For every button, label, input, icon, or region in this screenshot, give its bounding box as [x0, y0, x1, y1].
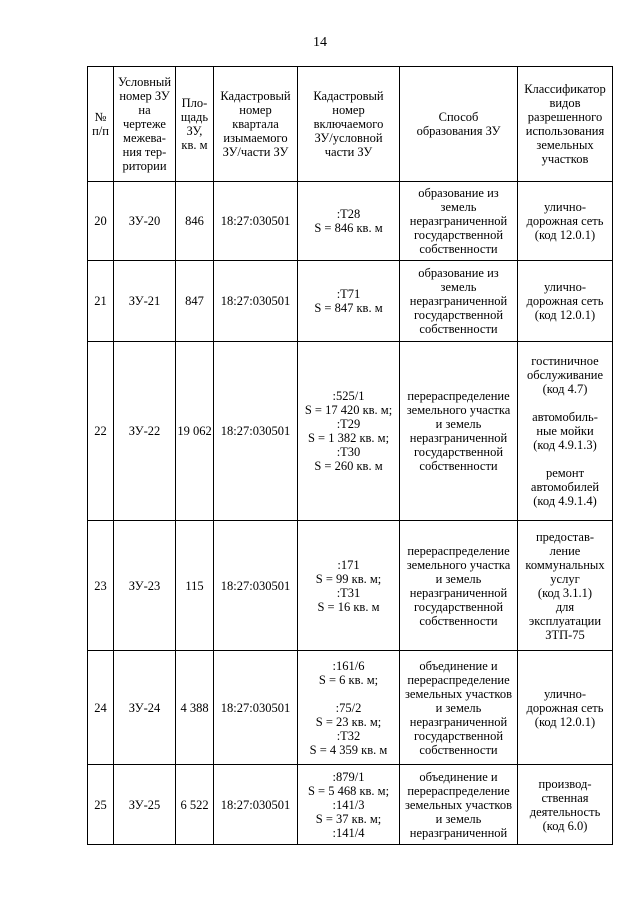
cell-zu: ЗУ-21	[114, 261, 176, 342]
cell-num: 23	[88, 521, 114, 651]
cell-included: :161/6 S = 6 кв. м; :75/2 S = 23 кв. м; :Т32 S = 4 359 кв. м	[298, 651, 400, 765]
cell-classifier: гостиничное обслуживание (код 4.7) автомобиль- ные мойки (код 4.9.1.3) ремонт автомобилей (код 4.9.1.4)	[518, 342, 613, 521]
cell-zu: ЗУ-23	[114, 521, 176, 651]
cell-area: 6 522	[176, 765, 214, 845]
cell-method: перераспределение земельного участка и земель неразграниченной государственной собственности	[400, 342, 518, 521]
cell-zu: ЗУ-24	[114, 651, 176, 765]
cell-method: образование из земель неразграниченной государственной собственности	[400, 182, 518, 261]
cell-num: 21	[88, 261, 114, 342]
header-quarter: Кадастровый номер квартала изымаемого ЗУ/части ЗУ	[214, 67, 298, 182]
cell-quarter: 18:27:030501	[214, 521, 298, 651]
cell-classifier: улично- дорожная сеть (код 12.0.1)	[518, 261, 613, 342]
header-method: Способ образования ЗУ	[400, 67, 518, 182]
cell-num: 25	[88, 765, 114, 845]
cell-zu: ЗУ-22	[114, 342, 176, 521]
cell-num: 20	[88, 182, 114, 261]
table-row	[88, 651, 613, 765]
cell-zu: ЗУ-20	[114, 182, 176, 261]
cell-area: 115	[176, 521, 214, 651]
land-plots-table	[87, 66, 613, 845]
header-included: Кадастровый номер включаемого ЗУ/условной части ЗУ	[298, 67, 400, 182]
cell-quarter: 18:27:030501	[214, 765, 298, 845]
header-area: Пло- щадь ЗУ, кв. м	[176, 67, 214, 182]
header-zu-number: Условный номер ЗУ на чертеже межева- ния тер- ритории	[114, 67, 176, 182]
cell-quarter: 18:27:030501	[214, 342, 298, 521]
cell-area: 846	[176, 182, 214, 261]
cell-classifier: улично- дорожная сеть (код 12.0.1)	[518, 651, 613, 765]
cell-classifier: предостав- ление коммунальных услуг (код 3.1.1) для эксплуатации ЗТП-75	[518, 521, 613, 651]
table-row	[88, 182, 613, 261]
cell-included: :Т71 S = 847 кв. м	[298, 261, 400, 342]
table-row	[88, 765, 613, 845]
header-row	[88, 67, 613, 182]
cell-area: 19 062	[176, 342, 214, 521]
header-num: № п/п	[88, 67, 114, 182]
cell-classifier: производ- ственная деятельность (код 6.0)	[518, 765, 613, 845]
cell-quarter: 18:27:030501	[214, 182, 298, 261]
cell-num: 24	[88, 651, 114, 765]
cell-quarter: 18:27:030501	[214, 651, 298, 765]
cell-included: :171 S = 99 кв. м; :Т31 S = 16 кв. м	[298, 521, 400, 651]
cell-zu: ЗУ-25	[114, 765, 176, 845]
cell-method: образование из земель неразграниченной государственной собственности	[400, 261, 518, 342]
cell-quarter: 18:27:030501	[214, 261, 298, 342]
table-row	[88, 342, 613, 521]
cell-num: 22	[88, 342, 114, 521]
cell-area: 847	[176, 261, 214, 342]
table-row	[88, 521, 613, 651]
cell-method: объединение и перераспределение земельных участков и земель неразграниченной государственной собственности	[400, 651, 518, 765]
header-classifier: Классификатор видов разрешенного использования земельных участков	[518, 67, 613, 182]
page-number: 14	[313, 35, 327, 50]
cell-area: 4 388	[176, 651, 214, 765]
cell-included: :Т28 S = 846 кв. м	[298, 182, 400, 261]
table-row	[88, 261, 613, 342]
cell-method: перераспределение земельного участка и земель неразграниченной государственной собственности	[400, 521, 518, 651]
cell-included: :525/1 S = 17 420 кв. м; :Т29 S = 1 382 кв. м; :Т30 S = 260 кв. м	[298, 342, 400, 521]
cell-classifier: улично- дорожная сеть (код 12.0.1)	[518, 182, 613, 261]
cell-method: объединение и перераспределение земельных участков и земель неразграниченной	[400, 765, 518, 845]
cell-included: :879/1 S = 5 468 кв. м; :141/3 S = 37 кв. м; :141/4	[298, 765, 400, 845]
